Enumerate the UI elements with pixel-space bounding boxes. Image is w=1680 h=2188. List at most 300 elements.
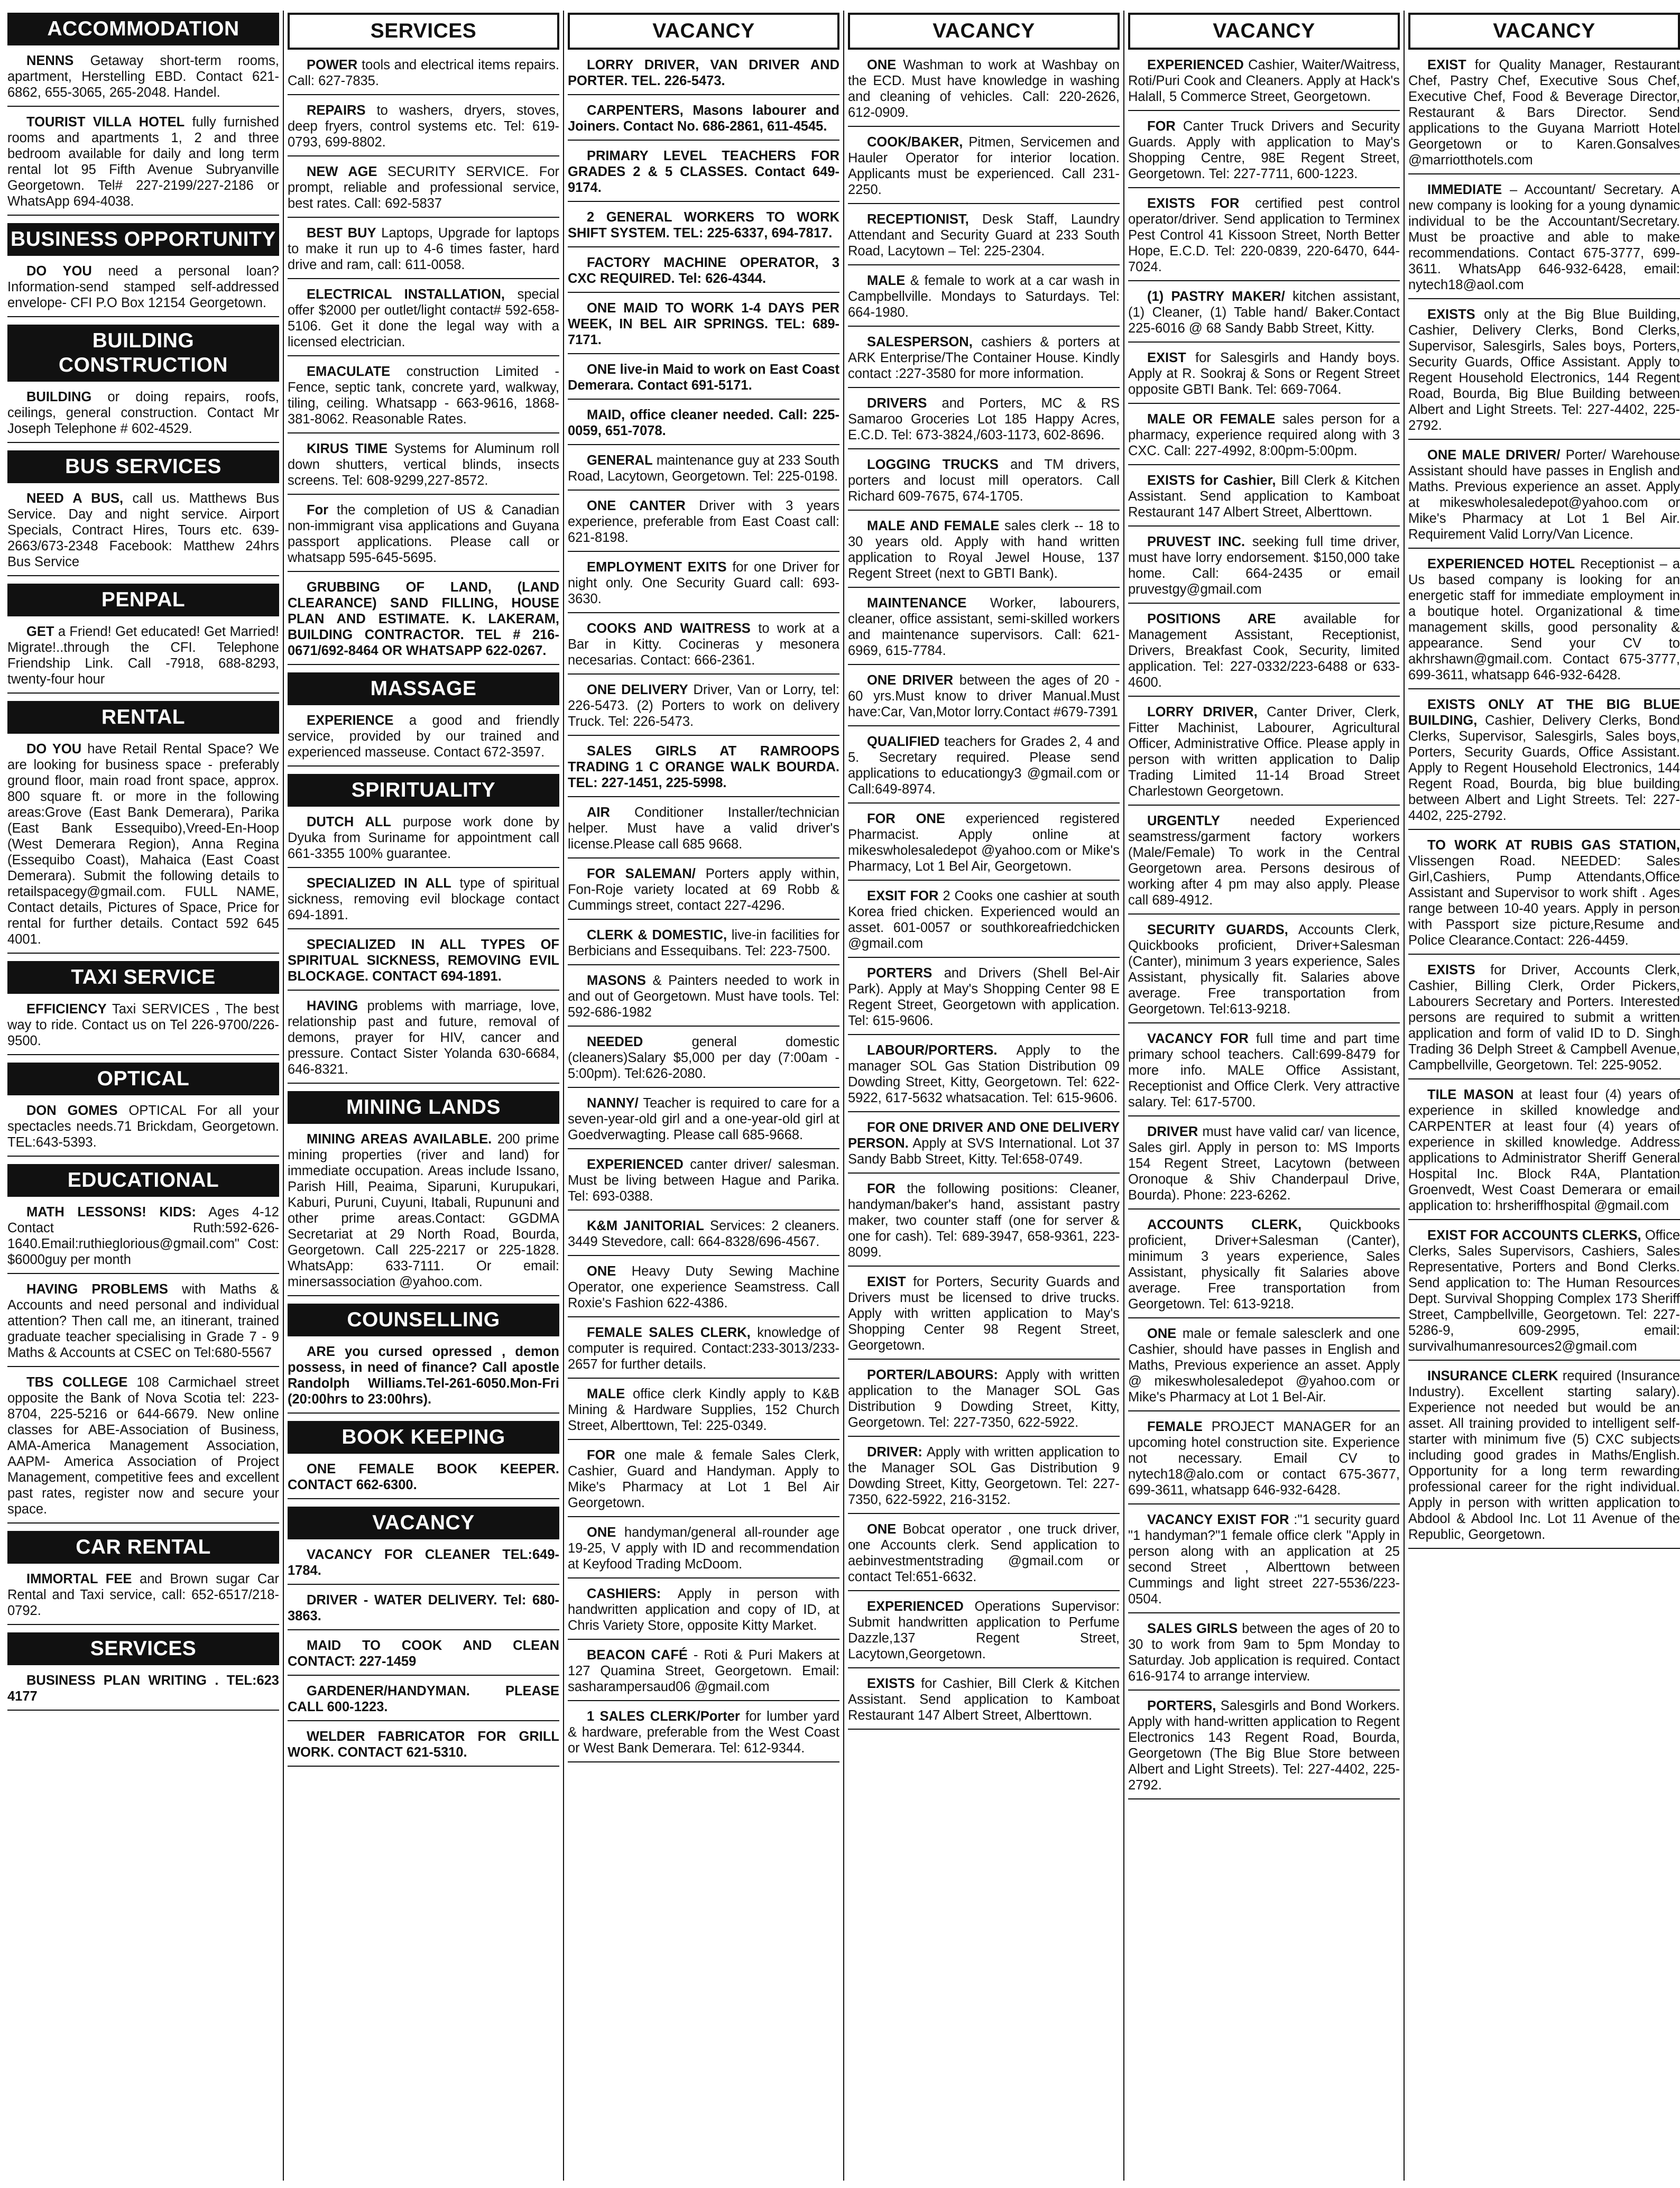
ad-body: canter driver/ salesman. Must be living between Hague and Parika. Tel: 693-0388.: [568, 1157, 839, 1204]
ad-body: kitchen assistant,(1) Cleaner, (1) Table hand/ Baker.Contact 225-6016 @ 68 Sandy Babb Street, Kitty.: [1128, 289, 1400, 336]
ad-lead: MATH LESSONS! KIDS:: [26, 1205, 196, 1220]
classified-ad: [848, 1120, 1120, 1174]
ad-lead: PORTER/LABOURS:: [867, 1368, 998, 1382]
classified-ad: [288, 164, 559, 218]
ad-lead: EXISTS: [867, 1676, 915, 1691]
classified-ad: [1408, 307, 1680, 440]
ad-lead: ONE live-in Maid to work on East Coast Demerara. Contact 691-5171.: [568, 362, 839, 393]
ad-body: general domestic (cleaners)Salary $5,000 per day (7:00am - 5:00pm). Tel:626-2080.: [568, 1035, 839, 1081]
ad-lead: EMACULATE: [307, 364, 391, 379]
section-heading: BUS SERVICES: [7, 450, 279, 483]
ad-body: Apply to the manager SOL Gas Station Distribution 09 Dowding Street, Kitty, Georgetown. Tel: 622-5922, 617-5632 whatsacation. Tel: 615-9606.: [848, 1043, 1120, 1105]
ad-lead: AIR: [587, 805, 610, 820]
ad-lead: MALE: [587, 1387, 625, 1401]
ad-lead: REPAIRS: [307, 103, 366, 118]
ad-body: call us. Matthews Bus Service. Day and night service. Airport Specials, Contract Hires, Tours etc. 639-2663/673-2348 Facebook: Matthew 24hrs Bus Service: [7, 491, 279, 569]
ad-body: Worker, labourers, cleaner, office assistant, semi-skilled workers and maintenance supervisors. Call: 621-6969, 615-7784.: [848, 596, 1120, 658]
section-heading: MASSAGE: [288, 672, 559, 705]
classified-ad: [568, 973, 839, 1027]
ad-lead: LORRY DRIVER, VAN DRIVER AND PORTER. TEL. 226-5473.: [568, 58, 839, 88]
ad-body: Ages 4-12 Contact Ruth:592-626-1640.Email:ruthieglorious@gmail.com" Cost: $6000guy per month: [7, 1205, 279, 1267]
ad-lead: DO YOU: [26, 742, 82, 756]
ad-body: Apply at SVS International. Lot 37 Sandy Babb Street, Kitty. Tel:658-0749.: [848, 1136, 1120, 1167]
classified-ad: [288, 502, 559, 572]
ad-lead: VACANCY FOR CLEANER TEL:649-1784.: [288, 1547, 559, 1578]
classified-ad: [568, 1157, 839, 1211]
classified-ad: [568, 1325, 839, 1379]
classified-ad: [568, 1386, 839, 1440]
classified-ad: [1128, 611, 1400, 697]
classified-ad: [288, 57, 559, 95]
ad-lead: ONE: [867, 58, 897, 72]
ad-lead: GARDENER/HANDYMAN. PLEASE CALL 600-1223.: [288, 1684, 559, 1714]
ad-lead: MAID TO COOK AND CLEAN CONTACT: 227-1459: [288, 1638, 559, 1669]
ad-lead: INSURANCE CLERK: [1427, 1369, 1558, 1383]
ad-body: Cashier, Waiter/Waitress, Roti/Puri Cook and Cleaners. Apply at Hack's Halall, 5 Commerce Street, Georgetown.: [1128, 58, 1400, 104]
ad-lead: VACANCY FOR: [1147, 1031, 1249, 1046]
classified-ad: [1128, 534, 1400, 604]
ad-lead: CASHIERS:: [587, 1586, 661, 1601]
classified-ad: [1408, 837, 1680, 955]
classified-ad: [1408, 1227, 1680, 1361]
classified-ad: [848, 134, 1120, 204]
classified-ad: [848, 518, 1120, 588]
ad-body: special offer $2000 per outlet/light contact# 592-658-5106. Get it done the legal way with a licensed electrician.: [288, 287, 559, 349]
ad-lead: POSITIONS ARE: [1147, 612, 1276, 626]
ad-lead: IMMORTAL FEE: [26, 1572, 132, 1586]
ad-lead: SALESPERSON,: [867, 335, 973, 349]
ad-body: and Brown sugar Car Rental and Taxi service, call: 652-6517/218-0792.: [7, 1572, 279, 1618]
ad-lead: FOR: [867, 1181, 896, 1196]
ad-body: Systems for Aluminum roll down shutters, vertical blinds, insects screens. Tel: 608-9299,227-8572.: [288, 441, 560, 488]
classified-ad: [1128, 1124, 1400, 1210]
classified-ad: [1128, 1326, 1400, 1411]
ad-lead: SALES GIRLS: [1147, 1621, 1238, 1636]
ad-body: Conditioner Installer/technician helper. Must have a valid driver's license.Please call 685 9668.: [568, 805, 839, 852]
classified-ad: [568, 621, 839, 675]
classified-ad: [568, 743, 839, 797]
ad-body: must have valid car/ van licence, Sales girl. Apply in person to: MS Imports 154 Regent Street, Lacytown (between Oronoque & Shiv Chanderpaul Drive, Bourda). Phone: 223-6262.: [1128, 1124, 1400, 1203]
ad-body: a Friend! Get educated! Get Married! Migrate!..through the CFI. Telephone Friendship Link. Call -7918, 688-8293, twenty-four hour: [7, 624, 279, 687]
ad-lead: HAVING PROBLEMS: [26, 1282, 168, 1297]
ad-lead: PRUVEST INC.: [1147, 534, 1245, 549]
ad-lead: MALE: [867, 273, 906, 288]
ad-lead: MASONS: [587, 973, 646, 988]
classified-ad: [1408, 57, 1680, 174]
classified-ad: [288, 1683, 559, 1721]
section-heading: SPIRITUALITY: [288, 774, 559, 807]
ad-body: for Salesgirls and Handy boys. Apply at R. Sookraj & Sons or Regent Street opposite GBTI Bank. Tel: 669-7064.: [1128, 350, 1400, 397]
ad-body: certified pest control operator/driver. Send application to Terminex Pest Control 41 Kissoon Street, North Better Hope, E.C.D. Tel: 220-0839, 220-6470, 644-7024.: [1128, 196, 1400, 274]
ad-lead: URGENTLY: [1147, 814, 1220, 828]
ad-lead: PORTERS: [867, 966, 933, 981]
classified-ad: [848, 1181, 1120, 1267]
ad-body: the completion of US & Canadian non-immigrant visa applications and Guyana passport applications. Please call or whatsapp 595-645-5695.: [288, 503, 559, 565]
section-heading: TAXI SERVICE: [7, 961, 279, 994]
section-heading: VACANCY: [1408, 13, 1680, 50]
classified-ad: [1128, 473, 1400, 527]
ad-lead: COOKS AND WAITRESS: [587, 621, 751, 636]
ad-body: handyman/general all-rounder age 19-25, V apply with ID and recommendation at Keyfood Trading McDoom.: [568, 1525, 839, 1572]
ad-lead: EXISTS: [1427, 963, 1475, 977]
ad-lead: VACANCY EXIST FOR: [1147, 1512, 1289, 1527]
ad-lead: 1 SALES CLERK/Porter: [587, 1709, 740, 1724]
ad-body: Taxi SERVICES , The best way to ride. Contact us on Tel 226-9700/226-9500.: [7, 1002, 279, 1048]
ad-body: sales clerk -- 18 to 30 years old. Apply with hand written application to Royal Jewel House, 137 Regent Street (next to GBTI Bank).: [848, 519, 1120, 581]
ad-lead: EXIST: [1147, 350, 1186, 365]
classified-ad: [568, 57, 839, 95]
ad-body: a good and friendly service, provided by our trained and experienced masseuse. Contact 672-3597.: [288, 713, 559, 760]
classified-ad: [7, 389, 279, 443]
section-heading: VACANCY: [848, 13, 1120, 50]
classified-ad: [7, 491, 279, 576]
classified-ad: [568, 498, 839, 552]
column-6: [1408, 11, 1680, 2181]
ad-body: Porters apply within, Fon-Roje variety located at 69 Robb & Cummings street, contact 227-4296.: [568, 866, 839, 913]
ad-body: live-in facilities for Berbicians and Essequibans. Tel: 223-7500.: [568, 928, 839, 958]
ad-lead: NEED A BUS,: [26, 491, 124, 506]
classified-ad: [848, 273, 1120, 327]
ad-body: – Accountant/ Secretary. A new company is looking for a young dynamic individual to be the Accountant/Secretary. Must be proactive and able to make recommendations. Contact 675-3777, 699-3611. WhatsApp 646-932-6428, email: nytech18@aol.com: [1408, 182, 1680, 292]
ad-lead: ONE MAID TO WORK 1-4 DAYS PER WEEK, IN BEL AIR SPRINGS. TEL: 689-7171.: [568, 301, 839, 347]
ad-lead: EMPLOYMENT EXITS: [587, 560, 727, 575]
classified-ad: [1408, 556, 1680, 689]
classified-ad: [568, 209, 839, 247]
classified-ad: [568, 1525, 839, 1578]
ad-lead: FACTORY MACHINE OPERATOR, 3 CXC REQUIRED. Tel: 626-4344.: [568, 255, 839, 286]
ad-body: sales person for a pharmacy, experience required along with 3 CXC. Call: 227-4992, 8:00pm-5:00pm.: [1128, 412, 1400, 458]
section-heading: VACANCY: [1128, 13, 1400, 50]
ad-body: Canter Truck Drivers and Security Guards. Apply with application to May's Shopping Centre, 98E Regent Street, Georgetown. Tel: 227-7711, 600-1223.: [1128, 119, 1400, 181]
ad-body: at least four (4) years of experience in skilled knowledge and CARPENTER at least four (4) years of experience in skilled knowledge. Address applications to Administrator Sheriff General Hospital Inc. Block R4A, Plantation Groenvedt, West Coast Demerara or email application to: hrsheriffhospital @gmail.com: [1408, 1087, 1680, 1213]
classified-ad: [568, 362, 839, 400]
ad-body: have Retail Rental Space? We are looking for business space - preferably ground floor, main road front space, approx. 800 square ft. or more in the following areas:Grove (East Bank Demerara), Parika (East Bank Essequibo),Vreed-En-Hoop (West Demerara Region), Anna Regina (Essequibo Coast), Mahaica (East Coast Demerara). Submit the following details to retailspacegy@gmail.com. FULL NAME, Contact details, Pictures of Space, Price for rental for further details. Contact 592 645 4001.: [7, 742, 279, 947]
ad-lead: PORTERS,: [1147, 1698, 1216, 1713]
classified-ad: [848, 211, 1120, 265]
ad-lead: DRIVER: [1147, 1124, 1198, 1139]
ad-body: Apply in person with handwritten application and copy of ID, at Chris Variety Store, opposite Kitty Market.: [568, 1586, 839, 1633]
classified-ad: [1128, 922, 1400, 1023]
classified-ad: [7, 1281, 279, 1367]
ad-body: Canter Driver, Clerk, Fitter Machinist, Labourer, Agricultural Officer, Administrative Office. Please apply in person with written application to Dalip Trading Limited 11-14 Broad Street Charlestown Georgetown.: [1128, 705, 1400, 799]
classified-ad: [568, 559, 839, 613]
ad-body: Services: 2 cleaners. 3449 Stevedore, call: 664-8328/696-4567.: [568, 1218, 839, 1249]
ad-body: Office Clerks, Sales Supervisors, Cashiers, Sales Representative, Porters and Bond Clerks. Send application to: The Human Resources Dept. Survival Shopping Complex 173 Sheriff Street, Campbellville, Georgetown. Tel: 227-5286-9, 609-2995, email: survivalhumanresources2@gmail.com: [1408, 1228, 1680, 1354]
ad-lead: MAID, office cleaner needed. Call: 225-0059, 651-7078.: [568, 408, 839, 438]
classified-ad: [1128, 1621, 1400, 1691]
ad-body: between the ages of 20 - 60 yrs.Must know to driver Manual.Must have:Car, Van,Motor lorry.Contact #679-7391: [848, 673, 1120, 719]
ad-body: cashiers & porters at ARK Enterprise/The Container House. Kindly contact :227-3580 for more information.: [848, 335, 1120, 381]
ad-body: - Roti & Puri Makers at 127 Quamina Street, Georgetown. Email: sasharampersaud06 @gmail.com: [568, 1648, 839, 1694]
ad-lead: TBS COLLEGE: [26, 1375, 128, 1390]
classified-ad: [1128, 57, 1400, 111]
section-heading: EDUCATIONAL: [7, 1164, 279, 1197]
section-heading: BOOK KEEPING: [288, 1421, 559, 1454]
classified-ad: [848, 395, 1120, 449]
ad-body: type of spiritual sickness, removing evil blockage contact 694-1891.: [288, 876, 559, 922]
ad-lead: DON GOMES: [26, 1103, 118, 1118]
ad-body: Cashier, Delivery Clerks, Bond Clerks, Supervisor, Salesgirls, Sales boys, Porters, Security Guards, Office Assistant. Apply to Regent Household Electronics, 144 Regent Road, Bourda, big blue building between Albert and Light Streets. Tel: 227-4402, 225-2792.: [1408, 713, 1680, 823]
ad-lead: QUALIFIED: [867, 734, 940, 749]
classified-ad: [288, 1131, 559, 1296]
ad-body: for one Driver for night only. One Security Guard call: 693-3630.: [568, 560, 839, 606]
ad-lead: ONE FEMALE BOOK KEEPER. CONTACT 662-6300.: [288, 1462, 559, 1492]
ad-body: seeking full time driver, must have lorry endorsement. $150,000 take home. Call: 664-2435 or email pruvestgy@gmail.com: [1128, 534, 1400, 597]
column-grid: [7, 11, 1680, 2181]
classified-ad: [848, 888, 1120, 958]
ad-body: PROJECT MANAGER for an upcoming hotel construction site. Experience not necessary. Email CV to nytech18@alo.com or contact 675-3677, 699-3611, whatsapp 646-932-6428.: [1128, 1419, 1400, 1498]
ad-body: Driver, Van or Lorry, tel: 226-5473. (2) Porters to work on delivery Truck. Tel: 226-5473.: [568, 682, 839, 729]
ad-body: Pitmen, Servicemen and Hauler Operator for interior location. Applicants must be experienced. Call 231-2250.: [848, 135, 1120, 197]
ad-lead: For: [307, 503, 329, 518]
classified-ad: [848, 1521, 1120, 1591]
classified-ad: [1408, 182, 1680, 299]
ad-body: the following positions: Cleaner, handyman/baker's hand, assistant pastry maker, two counter staff (one for server & one for cash). Tel: 689-3947, 658-9361, 223-8099.: [848, 1181, 1120, 1260]
classified-ad: [568, 103, 839, 141]
ad-body: Operations Supervisor: Submit handwritten application to Perfume Dazzle,137 Regent Street, Lacytown,Georgetown.: [848, 1599, 1120, 1661]
ad-lead: SPECIALIZED IN ALL: [307, 876, 451, 891]
ad-lead: GET: [26, 624, 54, 639]
ad-body: Heavy Duty Sewing Machine Operator, one experience Seamstress. Call Roxie's Fashion 622-4386.: [568, 1264, 839, 1310]
classified-ad: [288, 1344, 559, 1414]
section-heading: BUSINESS OPPORTUNITY: [7, 223, 279, 256]
ad-lead: BEACON CAFÉ: [587, 1648, 688, 1663]
classified-ad: [7, 1571, 279, 1625]
classified-ad: [568, 407, 839, 445]
ad-lead: EFFICIENCY: [26, 1002, 107, 1017]
ad-lead: NEEDED: [587, 1035, 643, 1049]
ad-lead: TOURIST VILLA HOTEL: [26, 115, 185, 130]
ad-body: between the ages of 20 to 30 to work from 9am to 5pm Monday to Saturday. Job application is required. Contact 616-9174 to arrange interview.: [1128, 1621, 1400, 1684]
classified-ad: [848, 1444, 1120, 1514]
classified-ad: [1128, 1031, 1400, 1116]
ad-body: and Porters, MC & RS Samaroo Groceries Lot 185 Happy Acres, E.C.D. Tel: 673-3824,/603-1173, 602-8696.: [848, 396, 1120, 442]
classified-ad: [848, 672, 1120, 726]
ad-lead: SECURITY GUARDS,: [1147, 922, 1288, 937]
ad-lead: LOGGING TRUCKS: [867, 457, 999, 472]
ad-body: tools and electrical items repairs. Call: 627-7835.: [288, 58, 559, 88]
classified-ad: [288, 441, 559, 495]
section-heading: SERVICES: [288, 13, 559, 50]
column-4: [848, 11, 1120, 2181]
classified-ad: [1408, 1368, 1680, 1549]
ad-lead: DRIVER:: [867, 1445, 922, 1460]
classified-ad: [1408, 1087, 1680, 1220]
ad-body: Quickbooks proficient, Driver+Salesman (Canter), minimum 3 years experience, Sales Assistant, physically fit Salaries above average. Free transportation from Georgetown. Tel: 613-9218.: [1128, 1217, 1400, 1312]
ad-body: with Maths & Accounts and need personal and individual attention? Then call me, an itinerant, trained graduate teacher specialising in Grade 7 - 9 Maths & Accounts at CSEC on Tel:680-5567: [7, 1282, 279, 1360]
classified-ad: [1128, 1698, 1400, 1799]
classified-ad: [568, 1095, 839, 1149]
ad-body: teachers for Grades 2, 4 and 5. Secretary required. Please send applications to educationgy3 @gmail.com or Call:649-8974.: [848, 734, 1120, 797]
ad-body: :"1 security guard "1 handyman?"1 female office clerk "Apply in person along with an application at 25 second Street , Alberttown between Cummings and light street 227-5536/223-0504.: [1128, 1512, 1400, 1607]
classified-ad: [848, 1274, 1120, 1360]
section-heading: COUNSELLING: [288, 1304, 559, 1336]
classified-ad: [7, 1673, 279, 1711]
classified-ad: [568, 148, 839, 202]
ad-body: Receptionist – a Us based company is looking for an energetic staff for immediate employment in a boutique hotel. Organizational & time management skills, good personality & appearance. Send your CV to akhrshawn@gmail.com. Contact 675-3777, 699-3611, whatsapp 646-932-6428.: [1408, 557, 1680, 682]
classified-ad: [1128, 1512, 1400, 1613]
ad-lead: CLERK & DOMESTIC,: [587, 928, 727, 943]
classified-ad: [288, 1461, 559, 1499]
ad-lead: ONE CANTER: [587, 498, 686, 513]
ad-lead: EXIST FOR ACCOUNTS CLERKS,: [1427, 1228, 1641, 1243]
ad-body: Accounts Clerk, Quickbooks proficient, Driver+Salesman (Canter), minimum 3 years experience, Sales Assistant, physically fit. Salaries above average. Free transportation from Georgetown. Tel:613-9218.: [1128, 922, 1400, 1017]
ad-body: maintenance guy at 233 South Road, Lacytown, Georgetown. Tel: 225-0198.: [568, 453, 839, 484]
classified-ad: [568, 866, 839, 920]
ad-lead: BUSINESS PLAN WRITING . TEL:623 4177: [7, 1673, 279, 1704]
ad-body: knowledge of computer is required. Contact:233-3013/233-2657 for further details.: [568, 1325, 839, 1372]
ad-body: & female to work at a car wash in Campbellville. Mondays to Saturdays. Tel: 664-1980.: [848, 273, 1120, 320]
ad-lead: MALE AND FEMALE: [867, 519, 1000, 533]
classified-ad: [848, 1042, 1120, 1112]
classified-ad: [7, 263, 279, 317]
ad-lead: EXPERIENCED: [867, 1599, 964, 1614]
ad-lead: DRIVER - WATER DELIVERY. Tel: 680-3863.: [288, 1593, 559, 1623]
ad-body: need a personal loan? Information-send stamped self-addressed envelope- CFI P.O Box 12154 Georgetown.: [7, 264, 279, 310]
ad-body: Apply with written application to the Manager SOL Gas Distribution 9 Dowding Street, Kitty, Georgetown. Tel: 227-7350, 622-5922, 216-3152.: [848, 1445, 1120, 1507]
section-heading: BUILDING CONSTRUCTION: [7, 325, 279, 382]
ad-lead: RECEPTIONIST,: [867, 212, 969, 227]
ad-lead: NANNY/: [587, 1096, 639, 1111]
ad-body: experienced registered Pharmacist. Apply online at mikeswholesaledepot @yahoo.com or Mike's Pharmacy, Lot 1 Bel Air, Georgetown.: [848, 811, 1120, 874]
classified-ad: [7, 53, 279, 107]
classified-ad: [1128, 196, 1400, 281]
classified-ad: [568, 453, 839, 491]
ad-lead: MAINTENANCE: [867, 596, 967, 611]
ad-lead: EXISTS for Cashier,: [1147, 473, 1276, 488]
ad-lead: 2 GENERAL WORKERS TO WORK SHIFT SYSTEM. TEL: 225-6337, 694-7817.: [568, 210, 839, 241]
ad-lead: FOR: [1147, 119, 1176, 134]
ad-body: & Painters needed to work in and out of Georgetown. Must have tools. Tel: 592-686-1982: [568, 973, 839, 1020]
ad-lead: ONE: [587, 1525, 616, 1540]
section-heading: MINING LANDS: [288, 1091, 559, 1124]
ad-body: Desk Staff, Laundry Attendant and Security Guard at 233 South Road, Lacytown – Tel: 225-2304.: [848, 212, 1120, 259]
ad-lead: WELDER FABRICATOR FOR GRILL WORK. CONTACT 621-5310.: [288, 1729, 559, 1760]
classified-ad: [288, 1592, 559, 1630]
ad-body: for lumber yard & hardware, preferable from the West Coast or West Bank Demerara. Tel: 612-9344.: [568, 1709, 839, 1756]
classified-ad: [288, 814, 559, 868]
ad-body: Bobcat operator , one truck driver, one Accounts clerk. Send application to aebinvestmentstrading @gmail.com or contact Tel:651-6632.: [848, 1522, 1120, 1584]
classified-ad: [568, 1647, 839, 1701]
ad-lead: ONE MALE DRIVER/: [1427, 448, 1561, 463]
ad-lead: KIRUS TIME: [307, 441, 388, 456]
classified-ad: [7, 1001, 279, 1055]
ad-lead: LABOUR/PORTERS.: [867, 1043, 998, 1058]
ad-lead: BEST BUY: [307, 226, 376, 241]
ad-lead: ONE DELIVERY: [587, 682, 688, 697]
classified-ad: [288, 1638, 559, 1676]
ad-body: Vlissengen Road. NEEDED: Sales Girl,Cashiers, Pump Attendants,Office Assistant and Supervisor to work shift . Ages range between 10-40 years. Apply in person with Passport size picture,Resume and Police Clearance.Contact: 226-4459.: [1408, 854, 1680, 948]
ad-lead: ONE: [587, 1264, 616, 1279]
classified-ad: [288, 225, 559, 279]
classified-ad: [288, 1729, 559, 1767]
ad-lead: EXPERIENCE: [307, 713, 394, 728]
ad-body: to work at a Bar in Kitty. Cocineras y mesonera necesarias. Contact: 666-2361.: [568, 621, 840, 668]
ad-lead: BUILDING: [26, 390, 92, 404]
ad-body: purpose work done by Dyuka from Suriname for appointment call 661-3355 100% guarantee.: [288, 815, 560, 861]
ad-lead: EXISTS FOR: [1147, 196, 1240, 211]
ad-lead: LORRY DRIVER,: [1147, 705, 1258, 719]
ad-lead: FOR: [587, 1448, 615, 1463]
ad-body: SECURITY SERVICE. For prompt, reliable and professional service, best rates. Call: 692-5837: [288, 164, 560, 211]
classified-ad: [568, 300, 839, 354]
ad-body: 108 Carmichael street opposite the Bank of Nova Scotia tel: 223-8704, 225-5216 or 644-6679. New online classes for ABE-Association of Business, AMA-America Management Association, AAPM- America Association of Project Management, competitive fees and excellent past rates, register now and secure your space.: [7, 1375, 280, 1517]
ad-lead: EXIST: [1427, 58, 1466, 72]
ad-body: Apply with written application to the Manager SOL Gas Distribution 9 Dowding Street, Kitty, Georgetown. Tel: 227-7350, 622-5922.: [848, 1368, 1120, 1430]
classified-ad: [568, 1586, 839, 1640]
classified-ad: [7, 114, 279, 216]
column-2: [288, 11, 559, 2181]
ad-body: Getaway short-term rooms, apartment, Herstelling EBD. Contact 621-6862, 655-3065, 265-2048. Handel.: [7, 53, 279, 100]
ad-body: for Driver, Accounts Clerk, Cashier, Billing Clerk, Order Pickers, Labourers Secretary and Porters. Interested persons are required to submit a written application and form of valid ID to D. Singh Trading 36 Delph Street & Campbell Avenue, Campbellville, Georgetown. Tel: 225-9052.: [1408, 963, 1680, 1073]
classified-ad: [7, 1103, 279, 1157]
classified-ad: [288, 103, 559, 156]
classified-ad: [288, 998, 559, 1084]
column-3: [568, 11, 839, 2181]
classified-ad: [848, 1676, 1120, 1730]
ad-lead: FOR ONE DRIVER AND ONE DELIVERY PERSON.: [848, 1120, 1120, 1151]
ad-lead: EXISTS: [1427, 307, 1475, 322]
ad-lead: POWER: [307, 58, 358, 72]
ad-body: Teacher is required to care for a seven-year-old girl and a one-year-old girl at Goedverwagting. Please call 685-9668.: [568, 1096, 840, 1142]
ad-lead: GRUBBING OF LAND, (LAND CLEARANCE) SAND FILLING, HOUSE PLAN AND ESTIMATE. K. LAKERAM, BUILDING CONTRACTOR. TEL # 216-0671/692-8464 OR WHATSAPP 622-0267.: [288, 580, 559, 658]
ad-body: Laptops, Upgrade for laptops to make it run up to 4-6 times faster, hard drive and ram, call: 611-0058.: [288, 226, 559, 272]
ad-body: and Drivers (Shell Bel-Air Park). Apply at May's Shopping Center 98 E Regent Street, Georgetown with application. Tel: 615-9606.: [848, 966, 1120, 1028]
classified-ad: [7, 1204, 279, 1274]
ad-body: Washman to work at Washbay on the ECD. Must have knowledge in washing and cleaning of vehicles. Call: 220-2626, 612-0909.: [848, 58, 1120, 120]
ad-body: construction Limited - Fence, septic tank, concrete yard, walkway, tiling, ceiling. Whatsapp - 663-9616, 1868-381-8062. Reasonable Rates.: [288, 364, 559, 427]
column-5: [1128, 11, 1400, 2181]
ad-lead: FEMALE SALES CLERK,: [587, 1325, 751, 1340]
classified-ad: [1128, 704, 1400, 806]
ad-body: to washers, dryers, stoves, deep fryers, control systems etc. Tel: 619-0793, 699-8802.: [288, 103, 559, 150]
ad-lead: DO YOU: [26, 264, 92, 279]
ad-lead: EXIST: [867, 1275, 906, 1289]
ad-body: 200 prime mining properties (river and land) for immediate occupation. Areas include Issano, Parish Hill, Peaima, Siparuni, Kurupukari, Kaburi, Puruni, Cuyuni, Itabali, Rupununi and other prime areas.Contact: GGDMA Secretariat at 29 North Road, Bourda, Georgetown. Call 225-2217 or 225-1828. WhatsApp: 633-7111. Or email: minersassociation @yahoo.com.: [288, 1132, 559, 1289]
ad-body: for Porters, Security Guards and Drivers must be licensed to drive trucks. Apply with written application to May's Shopping Center 98 Regent Street, Georgetown.: [848, 1275, 1120, 1353]
ad-body: available for Management Assistant, Receptionist, Drivers, Breakfast Cook, Security, limited application. Tel: 227-0332/223-6488 or 633-4600.: [1128, 612, 1400, 690]
ad-lead: ACCOUNTS CLERK,: [1147, 1217, 1302, 1232]
classified-ad: [288, 287, 559, 356]
classified-ad: [568, 682, 839, 736]
classified-ad: [288, 579, 559, 665]
ad-body: male or female salesclerk and one Cashier, should have passes in English and Maths, Previous experience an asset. Apply @ mikeswholesaledepot @yahoo.com or Mike's Pharmacy at Lot 1 Bel-Air.: [1128, 1326, 1400, 1405]
ad-lead: EXPERIENCED HOTEL: [1427, 557, 1575, 571]
ad-body: required (Insurance Industry). Excellent starting salary). Experience not needed but would be an asset. All training provided to intelligent self-starter with minimum five (5) CXC subjects including good grades in Maths/English. Opportunity for a long term rewarding professional career for the right individual. Apply in person with written application to Abdool & Abdool Inc. Lot 11 Avenue of the Republic, Georgetown.: [1408, 1369, 1680, 1542]
section-heading: VACANCY: [568, 13, 839, 50]
classified-ad: [1128, 813, 1400, 915]
column-1: [7, 11, 279, 2181]
classified-ad: [848, 734, 1120, 804]
ad-lead: SPECIALIZED IN ALL TYPES OF SPIRITUAL SICKNESS, REMOVING EVIL BLOCKAGE. CONTACT 694-1891.: [288, 937, 559, 984]
ad-body: needed Experienced seamstress/garment factory workers (Male/Female) To work in the Central Georgetown area. Persons desirous of working after 4 pm may also apply. Please call 689-4912.: [1128, 814, 1400, 908]
ad-lead: IMMEDIATE: [1427, 182, 1502, 197]
section-heading: ACCOMMODATION: [7, 13, 279, 45]
classified-ad: [568, 1709, 839, 1762]
classified-ad: [1128, 350, 1400, 404]
classified-ad: [848, 965, 1120, 1035]
ad-lead: TO WORK AT RUBIS GAS STATION,: [1427, 838, 1680, 853]
classified-ad: [848, 334, 1120, 388]
ad-lead: ONE: [867, 1522, 897, 1537]
ad-lead: DUTCH ALL: [307, 815, 391, 829]
ad-lead: SALES GIRLS AT RAMROOPS TRADING 1 C ORANGE WALK BOURDA. TEL: 227-1451, 225-5998.: [568, 744, 839, 790]
ad-body: only at the Big Blue Building, Cashier, Delivery Clerks, Bond Clerks, Supervisor, Salesgirls, Sales boys, Porters, Security Guards, Office Assistant. Apply to Regent Household Electronics, 144 Regent Road, Bourda, Big Blue Building between Albert and Light Streets. Tel: 227-4402, 225-2792.: [1408, 307, 1680, 433]
ad-lead: HAVING: [307, 999, 358, 1013]
ad-body: or doing repairs, roofs, ceilings, general construction. Contact Mr Joseph Telephone # 602-4529.: [7, 390, 279, 436]
classified-ad: [568, 1218, 839, 1256]
classified-ad: [1128, 289, 1400, 343]
